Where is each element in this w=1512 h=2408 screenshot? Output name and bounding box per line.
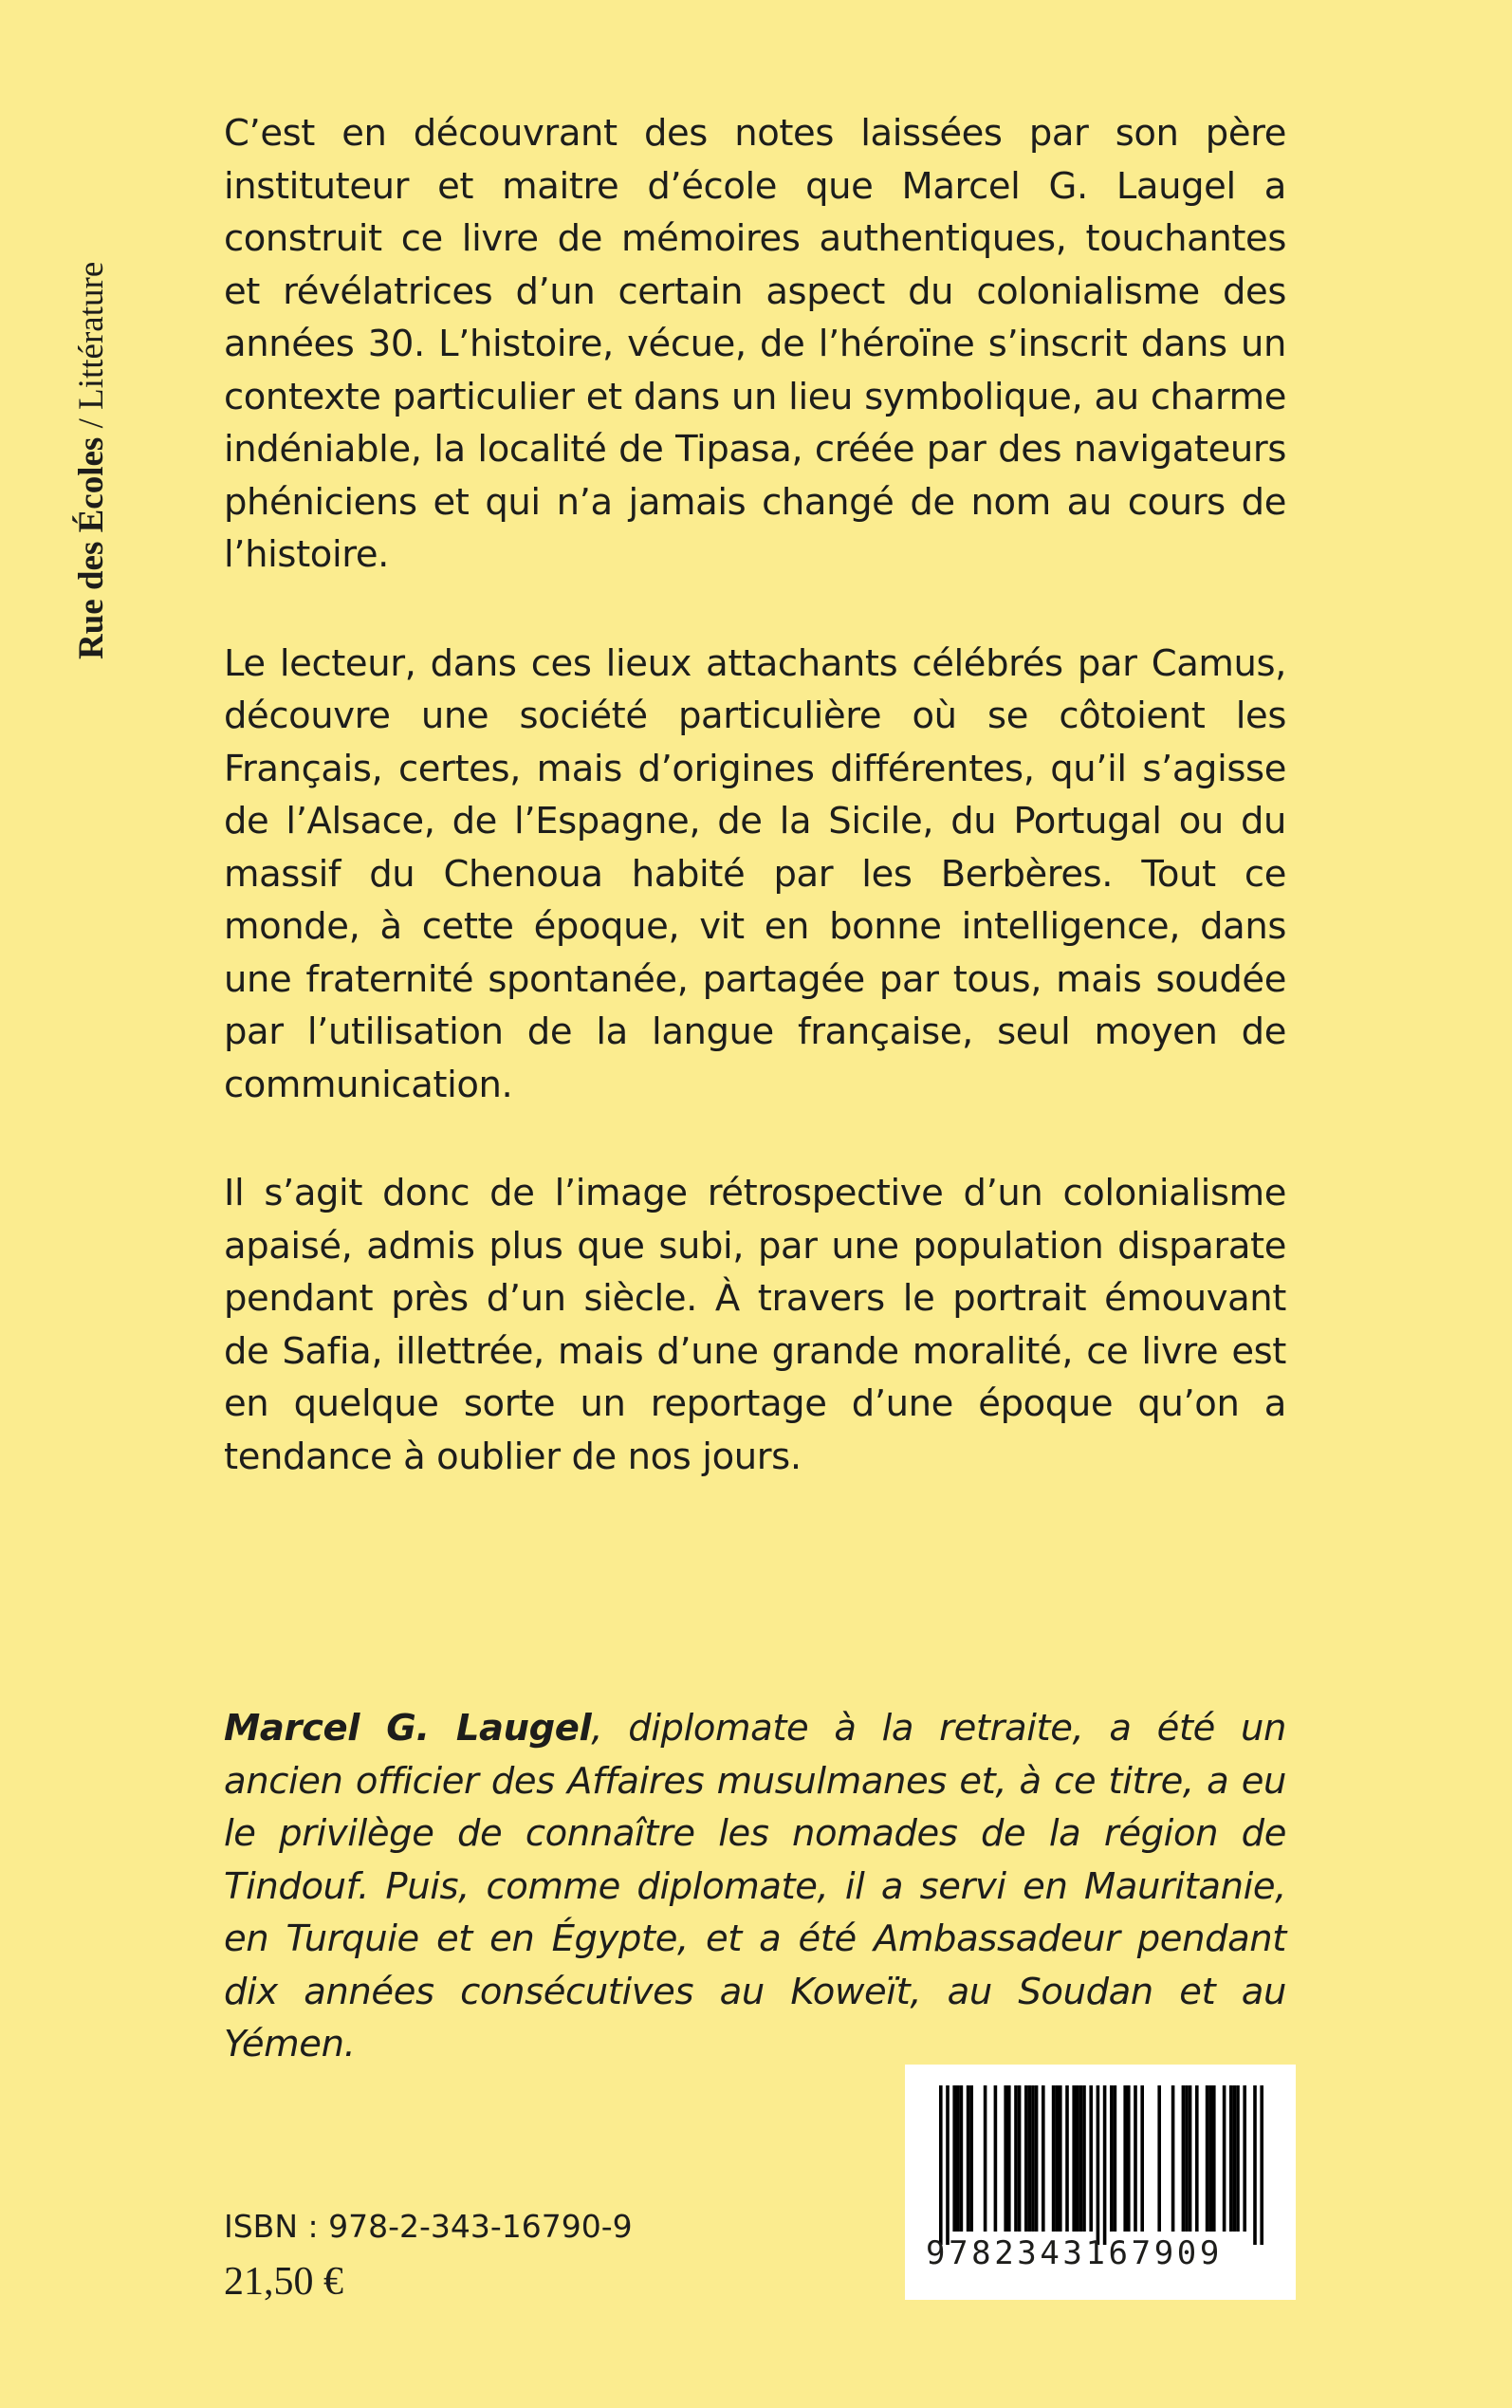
barcode-bar	[1007, 2085, 1011, 2232]
barcode-bar	[1089, 2085, 1093, 2232]
blurb-paragraph-3: Il s’agit donc de l’image rétrospective d’un colonialisme apaisé, admis plus que subi, par une population disparate pendant près d’un siècle. À travers le portrait émouvant de Safia, illettrée, mais d’une grande moralité, ce livre est en quelque sorte un reportage d’une époque qu’on a tendance à oublier de nos jours.	[224, 1172, 1286, 1478]
barcode-bar	[1134, 2085, 1137, 2232]
barcode-bar	[1185, 2085, 1189, 2232]
barcode-bar	[956, 2085, 960, 2232]
barcode-bar	[994, 2085, 998, 2232]
barcode-bar	[1082, 2085, 1086, 2232]
spine-category: Littérature	[72, 261, 111, 410]
barcode-bar	[946, 2085, 950, 2245]
barcode-bar	[1072, 2085, 1076, 2232]
barcode-bar	[1223, 2085, 1226, 2232]
barcode-bar	[1127, 2085, 1131, 2232]
barcode-bar	[960, 2085, 964, 2232]
price-label: 21,50 €	[224, 2260, 343, 2304]
barcode-bar	[1229, 2085, 1233, 2232]
spine-separator: /	[72, 409, 111, 437]
barcode-bar	[1206, 2085, 1209, 2232]
barcode-bar	[1014, 2085, 1018, 2232]
author-bio	[224, 1702, 1286, 2071]
barcode-bar	[1097, 2085, 1100, 2245]
spine-series: Rue des Écoles	[72, 436, 111, 659]
barcode-bar	[1059, 2085, 1062, 2232]
barcode-bar	[1212, 2085, 1216, 2232]
barcode-bar	[1243, 2085, 1246, 2232]
barcode-bar	[1208, 2085, 1212, 2232]
barcode-bar	[1236, 2085, 1240, 2232]
barcode	[905, 2065, 1296, 2300]
barcode-bar	[1004, 2085, 1007, 2232]
blurb-paragraph-1: C’est en découvrant des notes laissées par son père instituteur et maitre d’école que Marcel G. Laugel a construit ce livre de mémoires authentiques, touchantes et révélatrices d’un certain aspect du colonialisme des années 30. L’histoire, vécue, de l’héroïne s’inscrit dans un contexte particulier et dans un lieu symbolique, au charme indéniable, la localité de Tipasa, créée par des navigateurs phéniciens et qui n’a jamais changé de nom au cours de l’histoire.	[224, 112, 1286, 576]
barcode-bar	[1065, 2085, 1069, 2232]
barcode-bar	[1260, 2085, 1263, 2245]
blurb-paragraph-2: Le lecteur, dans ces lieux attachants célébrés par Camus, découvre une société particulière où se côtoient les Français, certes, mais d’origines différentes, qu’il s’agisse de l’Alsace, de l’Espagne, de la Sicile, du Portugal ou du massif du Chenoua habité par les Berbères. Tout ce monde, à cette époque, vit en bonne intelligence, dans une fraternité spontanée, partagée par tous, mais soudée par l’utilisation de la langue française, seul moyen de communication.	[224, 641, 1286, 1106]
barcode-bar	[1031, 2085, 1035, 2232]
blurb	[224, 107, 1286, 1539]
barcode-bar	[1018, 2085, 1022, 2232]
barcode-bar	[1110, 2085, 1114, 2232]
barcode-bar	[1028, 2085, 1032, 2232]
barcode-bar	[1052, 2085, 1056, 2232]
barcode-bar	[1233, 2085, 1237, 2232]
barcode-bar	[1123, 2085, 1127, 2232]
barcode-bar	[1079, 2085, 1083, 2232]
barcode-bar	[1103, 2085, 1107, 2245]
barcode-digits: 9782343167909	[926, 2234, 1223, 2272]
barcode-bar	[969, 2085, 973, 2232]
barcode-bar	[967, 2085, 970, 2232]
barcode-bar	[952, 2085, 956, 2232]
barcode-bar	[1189, 2085, 1192, 2232]
barcode-bar	[939, 2085, 943, 2245]
author-name: Marcel G. Laugel	[224, 1707, 592, 1750]
barcode-bar	[1253, 2085, 1257, 2245]
barcode-bar	[1042, 2085, 1045, 2232]
barcode-bar	[1024, 2085, 1028, 2232]
barcode-bar	[1157, 2085, 1161, 2232]
author-bio-text: , diplomate à la retraite, a été un ancien officier des Affaires musulmanes et, à ce titre, a eu le privilège de connaître les nomades de la région de Tindouf. Puis, comme diplomate, il a servi en Mauritanie, en Turquie et en Égypte, et a été Ambassadeur pendant dix années consécutives au Koweït, au Soudan et au Yémen.	[224, 1707, 1286, 2065]
barcode-bar	[1195, 2085, 1199, 2232]
isbn-label: ISBN : 978-2-343-16790-9	[224, 2208, 633, 2245]
barcode-bar	[1035, 2085, 1039, 2232]
barcode-bar	[1076, 2085, 1079, 2232]
barcode-bar	[984, 2085, 987, 2232]
barcode-bar	[1140, 2085, 1144, 2232]
barcode-bar	[1182, 2085, 1186, 2232]
barcode-bar	[1171, 2085, 1175, 2232]
barcode-bar	[1114, 2085, 1117, 2232]
barcode-bar	[1055, 2085, 1059, 2232]
spine-label	[74, 262, 109, 659]
